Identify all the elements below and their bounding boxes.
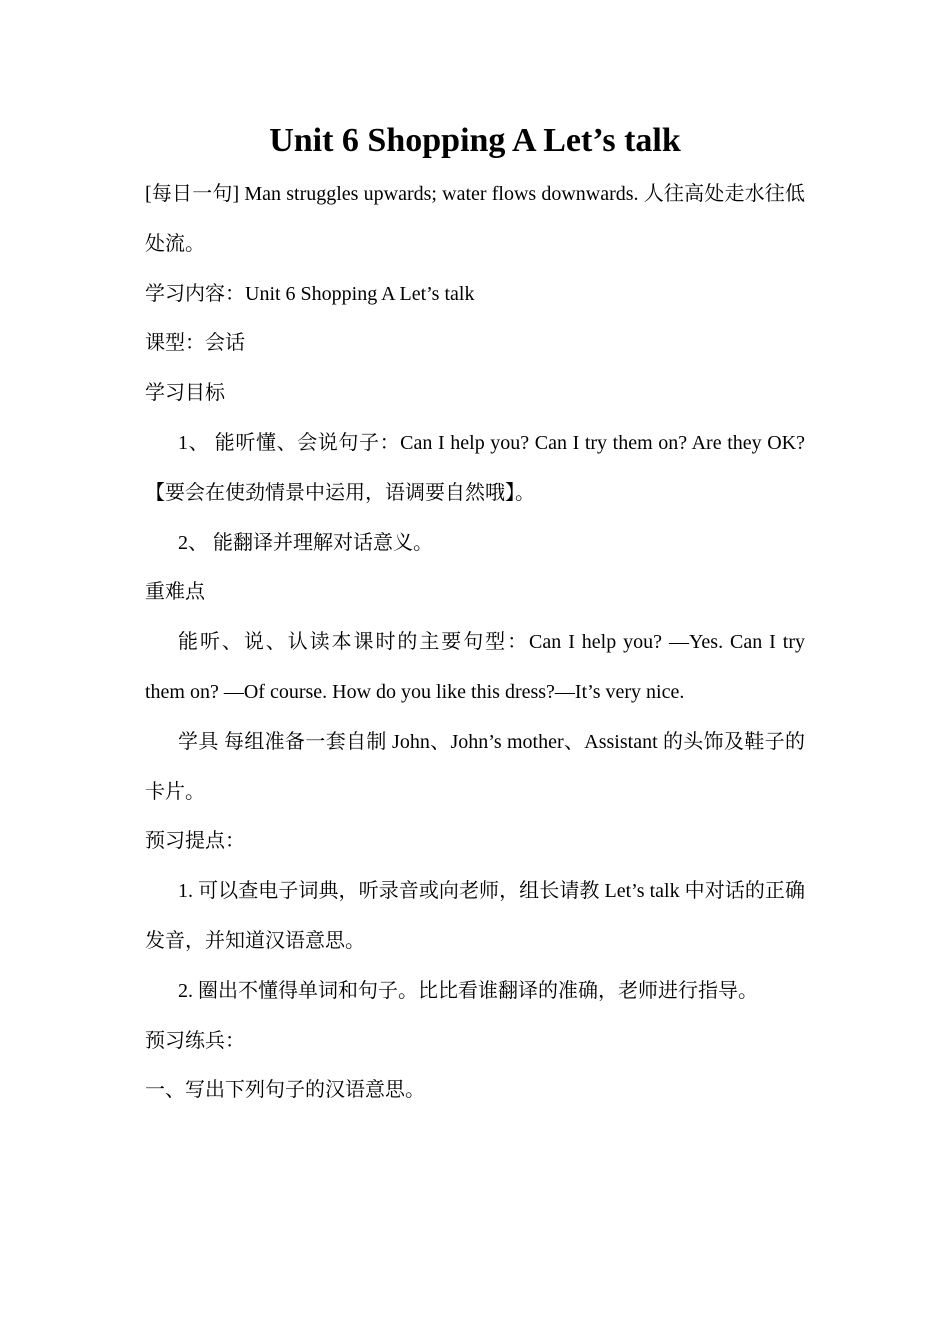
goals-heading: 学习目标 <box>145 382 225 405</box>
practice-heading: 预习练兵： <box>145 1029 245 1052</box>
key-points-heading: 重难点 <box>145 581 205 604</box>
exercise-1-heading: 一、写出下列句子的汉语意思。 <box>145 1079 425 1102</box>
key-points-text: 能听、说、认读本课时的主要句型：Can I help you? —Yes. Can I try them on? —Of course. How do you like this dress?—It’s very nice. <box>145 631 805 703</box>
document-page <box>145 118 805 1116</box>
goal-item-1: 1、 能听懂、会说句子：Can I help you? Can I try them on? Are they OK? 【要会在使劲情景中运用，语调要自然哦】。 <box>145 431 805 504</box>
goal-item-2: 2、 能翻译并理解对话意义。 <box>178 531 433 554</box>
materials-text: 学具 每组准备一套自制 John、John’s mother、Assistant 的头饰及鞋子的卡片。 <box>145 730 805 803</box>
daily-quote: [每日一句] Man struggles upwards; water flows downwards. 人往高处走水往低处流。 <box>145 183 805 255</box>
learning-content: 学习内容：Unit 6 Shopping A Let’s talk <box>145 282 475 305</box>
lesson-type: 课型：会话 <box>145 332 245 355</box>
preview-item-2: 2. 圈出不懂得单词和句子。比比看谁翻译的准确，老师进行指导。 <box>178 979 758 1002</box>
preview-heading: 预习提点： <box>145 830 245 853</box>
preview-item-1: 1. 可以查电子词典，听录音或向老师，组长请教 Let’s talk 中对话的正确发音，并知道汉语意思。 <box>145 880 805 952</box>
document-title: Unit 6 Shopping A Let’s talk <box>269 122 681 159</box>
